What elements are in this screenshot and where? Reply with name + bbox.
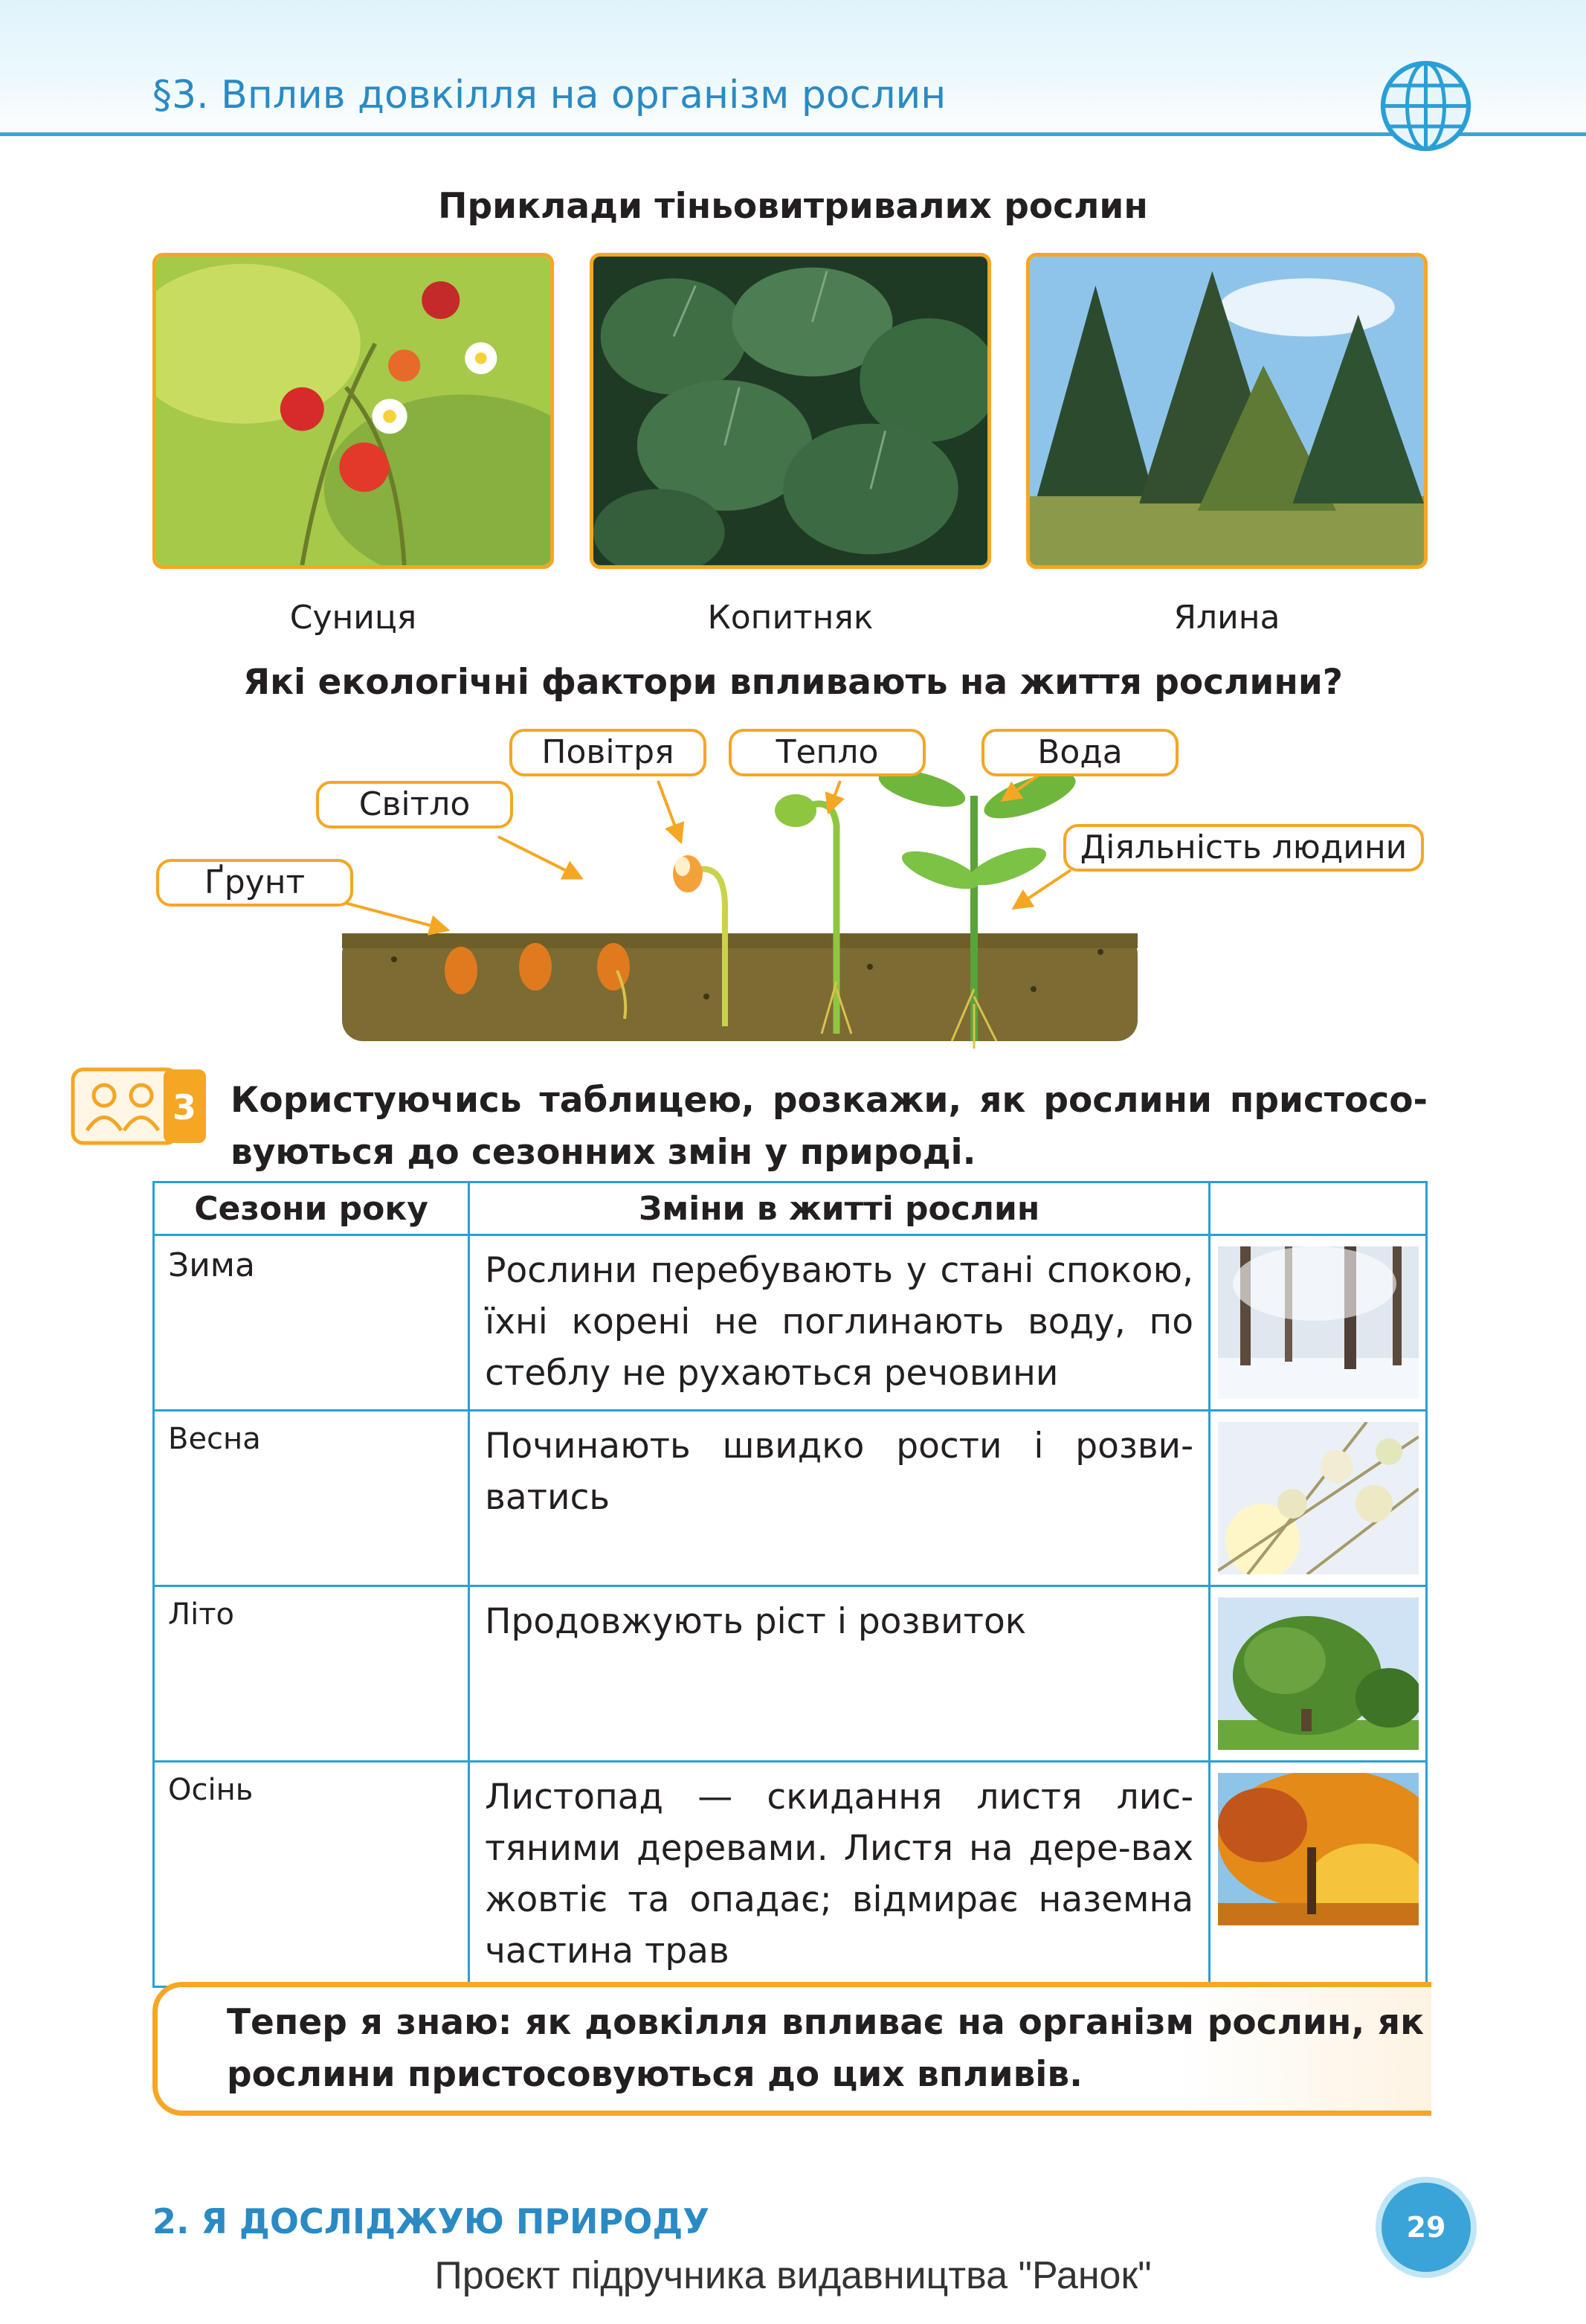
column-header: Зміни в житті рослин <box>469 1182 1210 1235</box>
globe-icon <box>1379 59 1472 152</box>
season-cell: Зима <box>154 1235 469 1411</box>
season-cell: Весна <box>154 1411 469 1586</box>
factor-soil-label: Ґрунт <box>156 859 353 907</box>
column-header <box>1210 1182 1427 1235</box>
column-header: Сезони року <box>154 1182 469 1235</box>
svg-text:3: 3 <box>172 1087 197 1127</box>
summer-photo <box>1218 1597 1419 1750</box>
table-row <box>154 1586 1427 1762</box>
pair-work-icon <box>71 1067 208 1145</box>
strawberry-photo <box>152 253 554 569</box>
factors-heading: Які екологічні фактори впливають на життя рослини? <box>242 662 1344 703</box>
summary-text: Тепер я знаю: як довкілля впливає на організм рослин, як рослини пристосовуються до цих впливів. <box>227 2002 1424 2095</box>
change-cell: Листопад — скидання листя лис-тяними деревами. Листя на дере-вах жовтіє та опадає; відмирає наземна частина трав <box>469 1762 1210 1987</box>
spruce-photo <box>1026 253 1428 569</box>
autumn-photo <box>1218 1773 1419 1925</box>
change-cell: Продовжують ріст і розвиток <box>469 1586 1210 1762</box>
spring-photo <box>1218 1422 1419 1574</box>
header-rule <box>0 132 1586 136</box>
change-cell: Рослини перебувають у стані спокою, їхні корені не поглинають воду, по стеблу не рухаються речовини <box>469 1235 1210 1411</box>
seasons-table <box>152 1181 1428 1988</box>
plant-caption: Суниця <box>289 599 417 637</box>
winter-photo <box>1218 1246 1419 1399</box>
season-cell: Осінь <box>154 1762 469 1987</box>
factor-air-label: Повітря <box>509 729 706 776</box>
plant-caption: Копитняк <box>707 599 874 637</box>
chapter-title: §3. Вплив довкілля на організм рослин <box>152 73 947 118</box>
factor-water-label: Вода <box>981 729 1179 776</box>
season-cell: Літо <box>154 1586 469 1762</box>
table-row <box>154 1762 1427 1987</box>
table-header-row <box>154 1182 1427 1235</box>
page-number: 29 <box>1382 2183 1471 2272</box>
table-row <box>154 1411 1427 1586</box>
factor-warmth-label: Тепло <box>729 729 926 776</box>
change-cell: Починають швидко рости і розви-ватись <box>469 1411 1210 1586</box>
table-row <box>154 1235 1427 1411</box>
shade-plants-heading: Приклади тіньовитривалих рослин <box>438 186 1148 227</box>
task-text: Користуючись таблицею, розкажи, як рослини пристосо-вуються до сезонних змін у природі. <box>231 1080 1428 1173</box>
factor-light-label: Світло <box>316 781 513 828</box>
publisher-note: Проєкт підручника видавництва "Ранок" <box>434 2254 1152 2297</box>
asarum-photo <box>590 253 991 569</box>
plant-caption: Ялина <box>1173 599 1280 637</box>
factor-human-label: Діяльність людини <box>1063 824 1424 872</box>
footer-section-title: 2. Я ДОСЛІДЖУЮ ПРИРОДУ <box>152 2201 709 2241</box>
